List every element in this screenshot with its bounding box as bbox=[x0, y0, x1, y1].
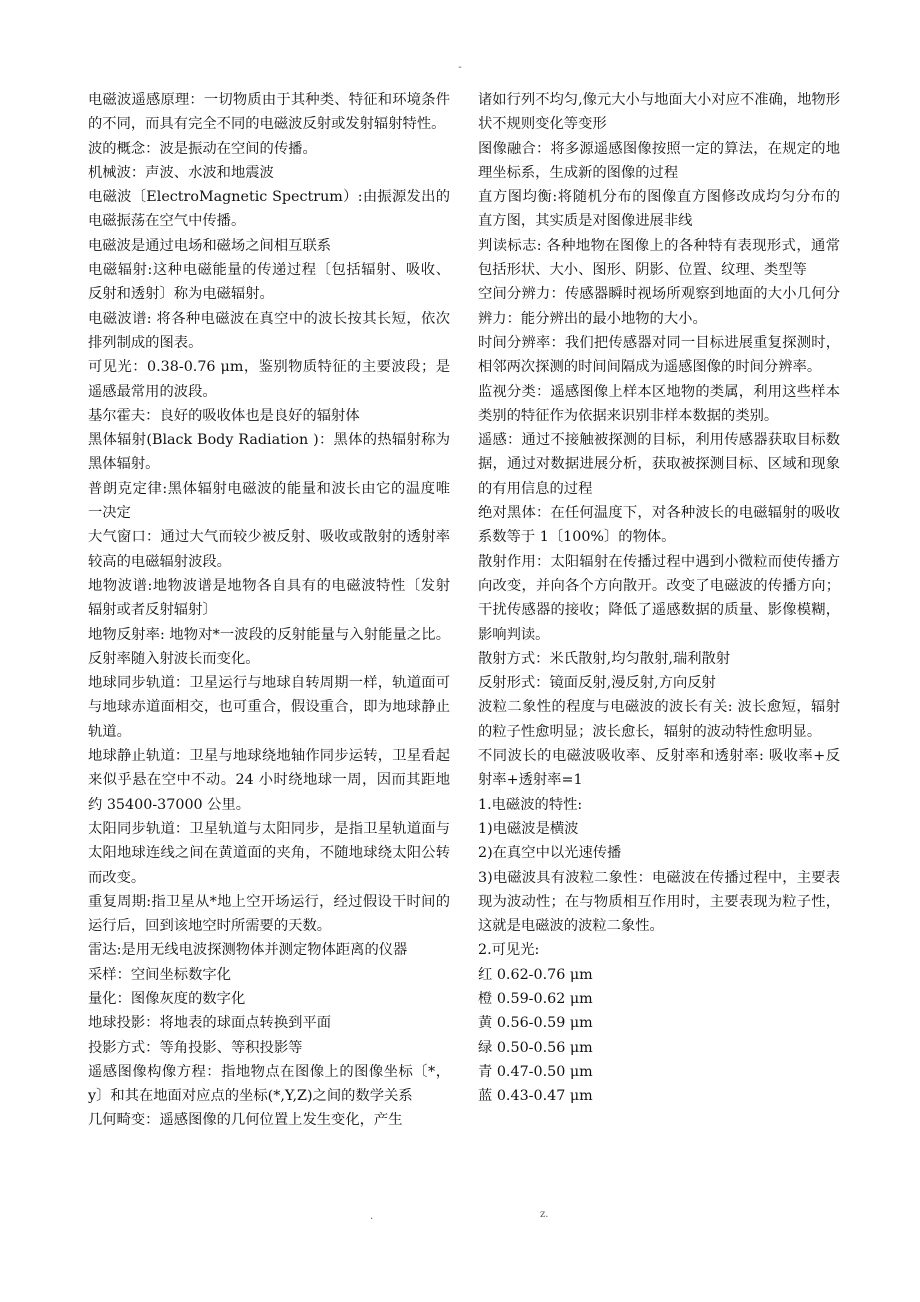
paragraph: 重复周期:指卫星从*地上空开场运行，经过假设干时间的运行后，回到该地空时所需要的天数。 bbox=[88, 893, 450, 935]
spectrum-row-red: 红 0.62-0.76 μm bbox=[478, 966, 593, 983]
paragraph: 普朗克定律:黑体辐射电磁波的能量和波长由它的温度唯一决定 bbox=[88, 480, 450, 522]
right-column bbox=[478, 88, 840, 1108]
paragraph: 诸如行列不均匀,像元大小与地面大小对应不准确，地物形状不规则变化等变形 bbox=[478, 92, 840, 133]
paragraph: 电磁波是通过电场和磁场之间相互联系 bbox=[88, 237, 332, 254]
paragraph: 机械波：声波、水波和地震波 bbox=[88, 164, 274, 181]
paragraph: 不同波长的电磁波吸收率、反射率和透射率: 吸收率+反射率+透射率=1 bbox=[478, 748, 840, 789]
paragraph: 电磁波遥感原理：一切物质由于其种类、特征和环境条件的不同，而具有完全不同的电磁波反射或发射辐射特性。 bbox=[88, 92, 450, 133]
paragraph: 地物波谱:地物波谱是地物各自具有的电磁波特性〔发射辐射或者反射辐射〕 bbox=[88, 577, 450, 619]
paragraph: 空间分辨力：传感器瞬时视场所观察到地面的大小几何分辨力：能分辨出的最小地物的大小。 bbox=[478, 286, 840, 327]
paragraph: 几何畸变：遥感图像的几何位置上发生变化，产生 bbox=[88, 1112, 403, 1129]
paragraph: 采样：空间坐标数字化 bbox=[88, 966, 231, 983]
paragraph: 监视分类：遥感图像上样本区地物的类属，利用这些样本类别的特征作为依据来识别非样本数据的类别。 bbox=[478, 383, 840, 424]
spectrum-row-green: 绿 0.50-0.56 μm bbox=[478, 1039, 593, 1056]
list-item: 1)电磁波是横波 bbox=[478, 820, 579, 837]
paragraph: 黑体辐射(Black Body Radiation )：黑体的热辐射称为黑体辐射。 bbox=[88, 432, 450, 473]
left-column bbox=[88, 88, 450, 1133]
paragraph: 直方图均衡:将随机分布的图像直方图修改成均匀分布的直方图，其实质是对图像进展非线 bbox=[478, 189, 840, 230]
list-heading: 1.电磁波的特性: bbox=[478, 796, 583, 813]
list-item: 2)在真空中以光速传播 bbox=[478, 845, 622, 862]
paragraph: 量化：图像灰度的数字化 bbox=[88, 990, 246, 1007]
list-heading: 2.可见光: bbox=[478, 942, 540, 959]
paragraph: 电磁波谱: 将各种电磁波在真空中的波长按其长短，依次排列制成的图表。 bbox=[88, 310, 450, 351]
paragraph: 波的概念：波是振动在空间的传播。 bbox=[88, 140, 317, 157]
footer-dot: . bbox=[370, 1211, 374, 1222]
paragraph: 判读标志: 各种地物在图像上的各种特有表现形式，通常包括形状、大小、图形、阴影、位置、纹理、类型等 bbox=[478, 237, 840, 279]
paragraph: 投影方式：等角投影、等积投影等 bbox=[88, 1039, 303, 1056]
paragraph: 可见光：0.38-0.76 μm，鉴别物质特征的主要波段；是遥感最常用的波段。 bbox=[88, 359, 450, 400]
spectrum-row-orange: 橙 0.59-0.62 μm bbox=[478, 990, 593, 1007]
paragraph: 散射方式：米氏散射,均匀散射,瑞利散射 bbox=[478, 650, 731, 667]
paragraph: 电磁波〔ElectroMagnetic Spectrum）:由振源发出的电磁振荡在空气中传播。 bbox=[88, 189, 450, 230]
footer-mark: z. bbox=[540, 1209, 549, 1220]
paragraph: 电磁辐射:这种电磁能量的传递过程〔包括辐射、吸收、反射和透射〕称为电磁辐射。 bbox=[88, 262, 450, 303]
paragraph: 地球静止轨道：卫星与地球绕地轴作同步运转，卫星看起来似乎悬在空中不动。24 小时绕地球一周，因而其距地约 35400-37000 公里。 bbox=[88, 748, 450, 813]
paragraph: 图像融合：将多源遥感图像按照一定的算法，在规定的地理坐标系，生成新的图像的过程 bbox=[478, 140, 840, 181]
paragraph: 散射作用：太阳辐射在传播过程中遇到小微粒而使传播方向改变，并向各个方向散开。改变了电磁波的传播方向；干扰传感器的接收；降低了遥感数据的质量、影像模糊，影响判读。 bbox=[478, 553, 840, 643]
paragraph: 地球投影：将地表的球面点转换到平面 bbox=[88, 1015, 332, 1032]
paragraph: 绝对黑体：在任何温度下，对各种波长的电磁辐射的吸收系数等于 1〔100%〕的物体。 bbox=[478, 505, 840, 546]
paragraph: 时间分辨率：我们把传感器对同一目标进展重复探测时，相邻两次探测的时间间隔成为遥感图像的时间分辨率。 bbox=[478, 334, 840, 376]
spectrum-row-blue: 蓝 0.43-0.47 μm bbox=[478, 1088, 593, 1105]
paragraph: 地物反射率: 地物对*一波段的反射能量与入射能量之比。反射率随入射波长而变化。 bbox=[88, 626, 450, 667]
spectrum-row-cyan: 青 0.47-0.50 μm bbox=[478, 1063, 593, 1080]
paragraph: 遥感图像构像方程：指地物点在图像上的图像坐标〔*，y〕和其在地面对应点的坐标(*,Y,Z)之间的数学关系 bbox=[88, 1063, 450, 1105]
paragraph: 地球同步轨道：卫星运行与地球自转周期一样，轨道面可与地球赤道面相交，也可重合，假设重合，即为地球静止轨道。 bbox=[88, 675, 450, 740]
header-mark: - bbox=[458, 62, 462, 73]
paragraph: 波粒二象性的程度与电磁波的波长有关: 波长愈短，辐射的粒子性愈明显；波长愈长，辐射的波动特性愈明显。 bbox=[478, 699, 840, 740]
spectrum-row-yellow: 黄 0.56-0.59 μm bbox=[478, 1015, 593, 1032]
paragraph: 反射形式：镜面反射,漫反射,方向反射 bbox=[478, 675, 716, 692]
paragraph: 遥感：通过不接触被探测的目标，利用传感器获取目标数据，通过对数据进展分析，获取被探测目标、区域和现象的有用信息的过程 bbox=[478, 432, 840, 497]
list-item: 3)电磁波具有波粒二象性：电磁波在传播过程中，主要表现为波动性；在与物质相互作用时，主要表现为粒子性，这就是电磁波的波粒二象性。 bbox=[478, 869, 840, 935]
paragraph: 太阳同步轨道：卫星轨道与太阳同步，是指卫星轨道面与太阳地球连线之间在黄道面的夹角，不随地球绕太阳公转而改变。 bbox=[88, 820, 450, 886]
paragraph: 雷达:是用无线电波探测物体并测定物体距离的仪器 bbox=[88, 942, 408, 959]
paragraph: 大气窗口：通过大气而较少被反射、吸收或散射的透射率较高的电磁辐射波段。 bbox=[88, 529, 450, 570]
paragraph: 基尔霍夫：良好的吸收体也是良好的辐射体 bbox=[88, 407, 360, 424]
